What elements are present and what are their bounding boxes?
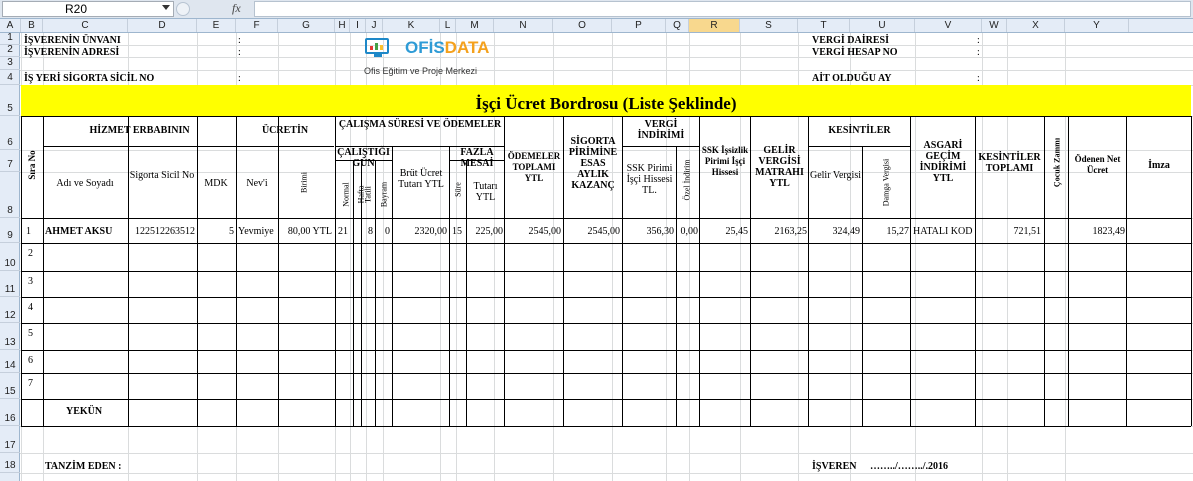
row-header-10[interactable]: 10 [0,243,20,271]
month-label: AİT OLDUĞU AY [812,73,892,84]
mdk-cell[interactable]: 5 [229,226,234,237]
sure-header: Süre [453,182,463,197]
tatil-header: Tatili [363,186,373,203]
sigorta-prim-header: SİGORTA PİRİMİNE ESAS AYLIK KAZANÇ [568,136,618,191]
kesinti-toplam-header: KESİNTİLER TOPLAMI [978,152,1041,174]
hizmet-header: HİZMET ERBABININ [89,125,190,136]
column-header-m[interactable]: M [456,19,494,32]
colon: : [977,73,980,84]
page-title: İşçi Ücret Bordrosu (Liste Şeklinde) [475,94,737,113]
row-header-5[interactable]: 5 [0,85,20,116]
column-header-k[interactable]: K [383,19,440,32]
logo-ofis: OFİS [405,38,445,57]
column-header-t[interactable]: T [798,19,850,32]
isveren-label: İŞVEREN [812,461,857,472]
nevi-header: Nev'i [246,178,268,189]
insert-function-icon[interactable]: fx [232,1,241,15]
column-header-g[interactable]: G [278,19,335,32]
hafta-header: Hafta [356,185,366,204]
kesintiler-header: KESİNTİLER [828,125,891,136]
bayram-header: Bayram [379,181,389,208]
colon: : [977,35,980,46]
column-header-x[interactable]: X [1007,19,1065,32]
row-number: 6 [28,355,33,366]
column-header-b[interactable]: B [21,19,43,32]
row-header-4[interactable]: 4 [0,70,20,85]
row-header-6[interactable]: 6 [0,116,20,150]
tutar-cell[interactable]: 225,00 [475,226,503,237]
row-number: 1 [26,226,31,237]
colon: : [977,47,980,58]
row-header-7[interactable]: 7 [0,150,20,172]
normal-header: Normal [341,182,351,207]
insurance-no-label: İŞ YERİ SİGORTA SİCİL NO [24,73,155,84]
ssk-isci-cell[interactable]: 356,30 [646,226,674,237]
logo-tagline: Ofis Eğitim ve Proje Merkezi [364,66,478,76]
odeme-toplam-cell[interactable]: 2545,00 [528,226,561,237]
row-header-2[interactable]: 2 [0,45,20,57]
matrah-cell[interactable]: 2163,25 [774,226,807,237]
column-header-o[interactable]: O [553,19,612,32]
column-header-p[interactable]: P [612,19,666,32]
column-header-q[interactable]: Q [666,19,689,32]
esas-kazanc-cell[interactable]: 2545,00 [587,226,620,237]
column-header-u[interactable]: U [850,19,915,32]
colon: : [238,47,241,58]
ssk-issizlik-header: SSK İşsizlik Pirimi İşçi Hissesi [701,145,749,177]
calistigi-gun-header: ÇALIŞTIĞI GÜN [337,147,390,169]
monitor-chart-icon [365,38,389,54]
vergi-indirim-header: VERGİ İNDİRİMİ [637,119,685,141]
date-field[interactable]: ……../……../.2016 [870,461,949,472]
agi-cell[interactable]: HATALI KOD [913,226,973,237]
bayram-cell[interactable]: 0 [385,226,390,237]
row-header-13[interactable]: 13 [0,323,20,350]
column-header-v[interactable]: V [915,19,982,32]
nevi-cell[interactable]: Yevmiye [238,226,274,237]
column-header-s[interactable]: S [740,19,798,32]
calisma-header: ÇALIŞMA SÜRESİ VE ÖDEMELER [338,119,502,130]
employee-name[interactable]: AHMET AKSU [45,226,113,237]
ucretin-header: ÜCRETİN [261,125,309,136]
gelir-vergisi-cell[interactable]: 324,49 [832,226,860,237]
row-number: 7 [28,378,33,389]
column-header-f[interactable]: F [236,19,278,32]
brut-cell[interactable]: 2320,00 [414,226,447,237]
formula-input[interactable] [254,1,1191,17]
row-header-1[interactable]: 1 [0,33,20,45]
row-header-15[interactable]: 15 [0,373,20,399]
issizlik-cell[interactable]: 25,45 [725,226,748,237]
row-number: 2 [28,248,33,259]
row-number: 5 [28,328,33,339]
row-header-18[interactable]: 18 [0,453,20,473]
birim-cell[interactable]: 80,00 YTL [287,226,332,237]
name-box[interactable]: R20 [2,1,174,17]
net-ucret-cell[interactable]: 1823,49 [1092,226,1125,237]
row-number: 3 [28,276,33,287]
column-header-c[interactable]: C [43,19,128,32]
column-header-i[interactable]: I [350,19,366,32]
row-header-17[interactable]: 17 [0,426,20,453]
gelir-matrah-header: GELİR VERGİSİ MATRAHI YTL [755,145,804,189]
column-header-w[interactable]: W [982,19,1007,32]
odemeler-header: ÖDEMELER TOPLAMI YTL [507,151,561,183]
row-header-16[interactable]: 16 [0,399,20,426]
kesinti-toplam-cell[interactable]: 721,51 [1013,226,1041,237]
mdk-header: MDK [204,178,228,189]
odenen-net-header: Ödenen Net Ücret [1074,154,1121,175]
chevron-down-icon[interactable] [162,5,170,10]
row-header-14[interactable]: 14 [0,350,20,373]
normal-cell[interactable]: 21 [338,226,348,237]
column-header-l[interactable]: L [440,19,456,32]
column-header-d[interactable]: D [128,19,197,32]
column-header-a[interactable]: A [0,19,21,32]
row-number: 4 [28,302,33,313]
sure-cell[interactable]: 15 [452,226,462,237]
row-header-12[interactable]: 12 [0,297,20,323]
employer-title-label: İŞVERENİN ÜNVANI [24,35,121,46]
gelir-vergisi-header: Gelir Vergisi [809,170,861,181]
column-header-h[interactable]: H [335,19,350,32]
asgari-header: ASGARİ GEÇİM İNDİRİMİ YTL [919,140,967,184]
column-header-n[interactable]: N [494,19,553,32]
ozel-indirim-cell[interactable]: 0,00 [680,226,698,237]
ozel-indirim-header: Özel İndirim [682,159,692,201]
row-header-8[interactable]: 8 [0,172,20,218]
row-header-3[interactable]: 3 [0,57,20,70]
damga-cell[interactable]: 15,27 [886,226,909,237]
imza-header: İmza [1148,160,1170,171]
birimi-header: Birimi [299,172,309,193]
ssk-isci-header: SSK Pirimi İşçi Hissesi TL. [626,163,673,196]
tanzim-eden-label: TANZİM EDEN : [45,461,122,472]
tax-account-label: VERGİ HESAP NO [812,47,898,58]
colon: : [238,35,241,46]
row-header-11[interactable]: 11 [0,271,20,297]
employer-address-label: İŞVERENİN ADRESİ [24,47,120,58]
ad-soyad-header: Adı ve Soyadı [56,178,114,189]
hafta-cell[interactable]: 8 [368,226,373,237]
column-header-y[interactable]: Y [1065,19,1129,32]
logo-data: DATA [444,38,490,57]
row-headers [0,33,20,481]
damga-vergisi-header: Damga Vergisi [881,158,891,207]
column-header-e[interactable]: E [197,19,236,32]
sicil-no-cell[interactable]: 122512263512 [135,226,195,237]
brut-header: Brüt Ücret Tutarı YTL [398,168,444,190]
column-headers [0,19,1193,33]
logo-text [405,39,489,57]
formula-bar-resize-handle[interactable] [176,2,190,16]
row-header-9[interactable]: 9 [0,218,20,243]
column-header-j[interactable]: J [366,19,383,32]
sigorta-sicil-header: Sigorta Sicil No [129,170,195,181]
yekun-label: YEKÜN [66,406,103,417]
column-header-r[interactable]: R [689,19,740,32]
colon: : [238,73,241,84]
tax-office-label: VERGİ DAİRESİ [812,35,889,46]
cocuk-zammi-header: Çocuk Zammı [1052,137,1062,188]
fazla-mesai-header: FAZLA MESAİ [460,147,494,169]
formula-bar [0,0,1193,19]
tutari-header: Tutarı YTL [473,181,498,203]
sira-no-header: Sıra No [27,150,37,180]
